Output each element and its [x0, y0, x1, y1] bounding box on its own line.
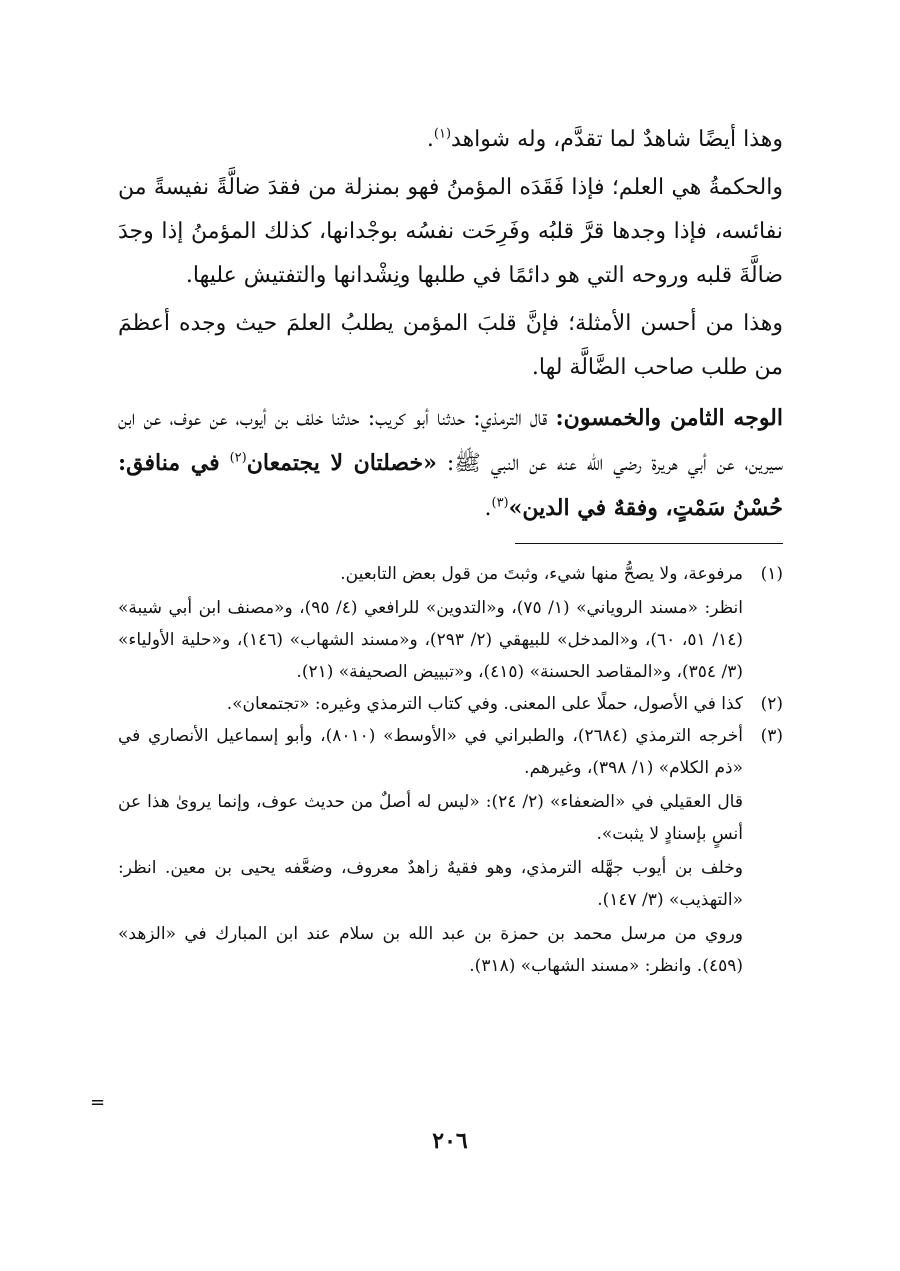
footnote-body — [118, 720, 743, 982]
section-heading: الوجه الثامن والخمسون: — [555, 405, 783, 431]
paragraph-3: وهذا من أحسن الأمثلة؛ فإنَّ قلبَ المؤمن يطلبُ العلمَ حيث وجده أعظمَ من طلب صاحب الضَّالَّة لها. — [118, 311, 783, 380]
footnote-ref-2: (٢) — [229, 450, 247, 466]
footnotes — [118, 558, 783, 982]
footnote-line: قال العقيلي في «الضعفاء» (٢/ ٢٤): «ليس له أصلٌ من حديث عوف، وإنما يروىٰ هذا عن أنسٍ بإسنادٍ لا يثبت». — [118, 792, 743, 844]
continuation-mark: = — [90, 1092, 106, 1113]
footnote-line: انظر: «مسند الروياني» (١/ ٧٥)، و«التدوين» للرافعي (٤/ ٩٥)، و«مصنف ابن أبي شيبة» (١٤/ ٥١، ٦٠)، و«المدخل» للبيهقي (٢/ ٢٩٣)، و«مسند الشهاب» (١٤٦)، و«حلية الأولياء» (٣/ ٣٥٤)، و«المقاصد الحسنة» (٤١٥)، و«تبييض الصحيفة» (٢١). — [118, 598, 743, 682]
footnote-3 — [118, 720, 783, 982]
paragraph-1: وهذا أيضًا شاهدٌ لما تقدَّم، وله شواهد$^{(١)}$. — [426, 126, 783, 152]
footnote-line: مرفوعة، ولا يصحُّ منها شيء، وثبتَ من قول بعض التابعين. — [340, 564, 743, 584]
footnote-number: (١) — [760, 564, 783, 584]
paragraph-4: الوجه الثامن والخمسون: قال الترمذي: حدثنا أبو كريب: حدثنا خلف بن أيوب، عن عوف، عن ابن سيرين، عن أبي هريرة رضي الله عنه عن النبي ﷺ: «خصلتان لا يجتمعان$^{(٢)}$ في منافق: حُسْنُ سَمْتٍ، وفقهٌ في الدين»$^{(٣)}$. — [118, 405, 784, 521]
paragraph-2: والحكمةُ هي العلم؛ فإذا فَقَدَه المؤمنُ فهو بمنزلة من فقدَ ضالَّةً نفيسةً من نفائسه، فإذا وجدها قرَّ قلبُه وفَرِحَت نفسُه بوجْدانها، كذلك المؤمنُ إذا وجدَ ضالَّةَ قلبه وروحه التي هو دائمًا في طلبها ونِشْدانها والتفتيش عليها. — [118, 175, 783, 288]
footnote-ref-3: (٣) — [491, 495, 509, 511]
footnote-body — [118, 688, 743, 720]
footnote-line: وروي من مرسل محمد بن حمزة بن عبد الله بن سلام عند ابن المبارك في «الزهد» (٤٥٩). وانظر: «مسند الشهاب» (٣١٨). — [118, 924, 743, 976]
hadith-quote-end: في منافق: حُسْنُ سَمْتٍ، وفقهٌ في الدين» — [118, 450, 783, 521]
page-number: ٢٠٦ — [432, 1128, 468, 1154]
main-text — [118, 118, 783, 531]
footnote-ref-1: (١) — [433, 126, 452, 142]
footnote-line: أخرجه الترمذي (٢٦٨٤)، والطبراني في «الأوسط» (٨٠١٠)، وأبو إسماعيل الأنصاري في «ذم الكلام» (١/ ٣٩٨)، وغيرهم. — [118, 726, 743, 778]
footnote-2 — [118, 688, 783, 720]
footnote-line: وخلف بن أيوب جهَّله الترمذي، وهو فقيهٌ زاهدٌ معروف، وضعَّفه يحيى بن معين. انظر: «التهذيب» (٣/ ١٤٧). — [118, 858, 743, 910]
footnote-line: كذا في الأصول، حملًا على المعنى. وفي كتاب الترمذي وغيره: «تجتمعان». — [226, 694, 743, 714]
footnote-separator — [515, 543, 783, 544]
hadith-quote-start: «خصلتان لا يجتمعان — [246, 450, 437, 476]
footnote-number: (٢) — [760, 694, 783, 714]
footnote-number: (٣) — [760, 726, 783, 746]
page-content — [118, 118, 783, 982]
footnote-1 — [118, 558, 783, 688]
footnote-body — [118, 558, 743, 688]
